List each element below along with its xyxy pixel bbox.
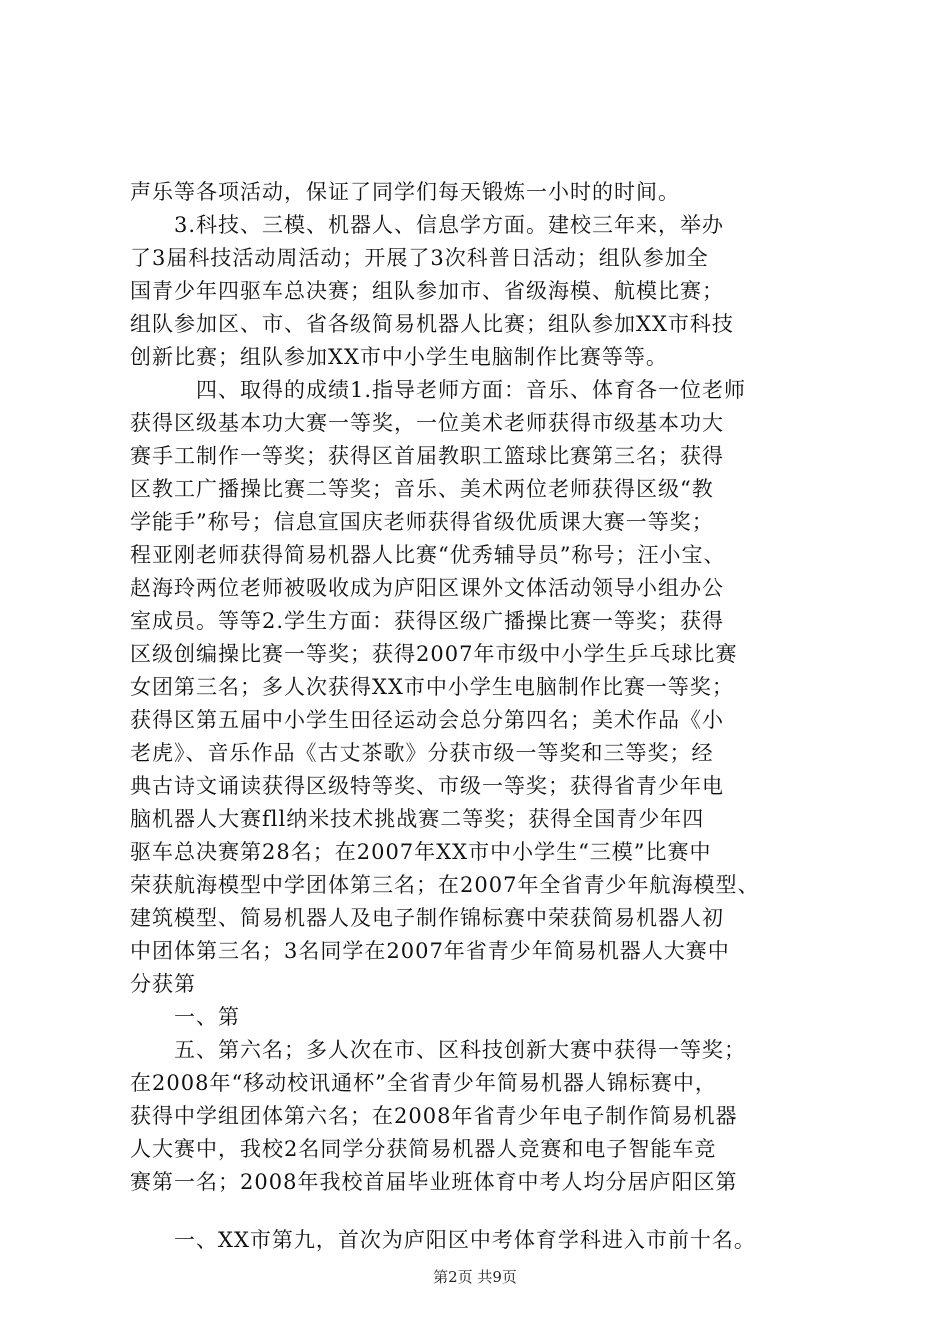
text-line: 国青少年四驱车总决赛；组队参加市、省级海模、航模比赛；: [130, 279, 724, 303]
text-line: 赵海玲两位老师被吸收成为庐阳区课外文体活动领导小组办公: [130, 576, 724, 600]
text-line: 一、XX市第九，首次为庐阳区中考体育学科进入市前十名。: [130, 1228, 756, 1252]
text-line: 人大赛中，我校2名同学分获简易机器人竞赛和电子智能车竞: [130, 1137, 717, 1161]
text-line: 了3届科技活动周活动；开展了3次科普日活动；组队参加全: [130, 246, 709, 270]
text-line: 区级创编操比赛一等奖；获得2007年市级中小学生乒乓球比赛: [130, 642, 738, 666]
text-line: 获得区级基本功大赛一等奖，一位美术老师获得市级基本功大: [130, 411, 724, 435]
page-number: 第2页 共9页: [433, 1268, 517, 1286]
text-line: 获得区第五届中小学生田径运动会总分第四名；美术作品《小: [130, 708, 724, 732]
text-line: 五、第六名；多人次在市、区科技创新大赛中获得一等奖；: [130, 1038, 746, 1062]
text-line: 程亚刚老师获得简易机器人比赛“优秀辅导员”称号；汪小宝、: [130, 543, 726, 567]
text-line: 驱车总决赛第28名；在2007年XX市中小学生“三模”比赛中: [130, 840, 712, 864]
text-line: 赛手工制作一等奖；获得区首届教职工篮球比赛第三名；获得: [130, 444, 724, 468]
text-line: 赛第一名；2008年我校首届毕业班体育中考人均分居庐阳区第: [130, 1170, 738, 1194]
text-line: 四、取得的成绩1.指导老师方面：音乐、体育各一位老师: [130, 378, 747, 402]
text-line: 声乐等各项活动，保证了同学们每天锻炼一小时的时间。: [130, 180, 680, 204]
text-line: 女团第三名；多人次获得XX市中小学生电脑制作比赛一等奖；: [130, 675, 734, 699]
text-line: 典古诗文诵读获得区级特等奖、市级一等奖；获得省青少年电: [130, 774, 724, 798]
text-line: 分获第: [130, 972, 196, 996]
text-line: 中团体第三名；3名同学在2007年省青少年简易机器人大赛中: [130, 939, 730, 963]
text-line: 组队参加区、市、省各级简易机器人比赛；组队参加XX市科技: [130, 312, 734, 336]
text-line: 建筑模型、简易机器人及电子制作锦标赛中荣获简易机器人初: [130, 906, 724, 930]
text-line: 区教工广播操比赛二等奖；音乐、美术两位老师获得区级“教: [130, 477, 714, 501]
text-line: 脑机器人大赛fll纳米技术挑战赛二等奖；获得全国青少年四: [130, 807, 705, 831]
text-line: 3.科技、三模、机器人、信息学方面。建校三年来，举办: [130, 213, 725, 237]
text-line: 在2008年“移动校讯通杯”全省青少年简易机器人锦标赛中，: [130, 1071, 717, 1095]
text-line: 创新比赛；组队参加XX市中小学生电脑制作比赛等等。: [130, 345, 668, 369]
text-line: 荣获航海模型中学团体第三名；在2007年全省青少年航海模型、: [130, 873, 760, 897]
text-line: 获得中学组团体第六名；在2008年省青少年电子制作简易机器: [130, 1104, 738, 1128]
text-line: 学能手”称号；信息宣国庆老师获得省级优质课大赛一等奖；: [130, 510, 714, 534]
text-line: 老虎》、音乐作品《古丈茶歌》分获市级一等奖和三等奖；经: [130, 741, 714, 765]
text-line: 一、第: [130, 1005, 240, 1029]
text-line: 室成员。等等2.学生方面：获得区级广播操比赛一等奖；获得: [130, 609, 725, 633]
